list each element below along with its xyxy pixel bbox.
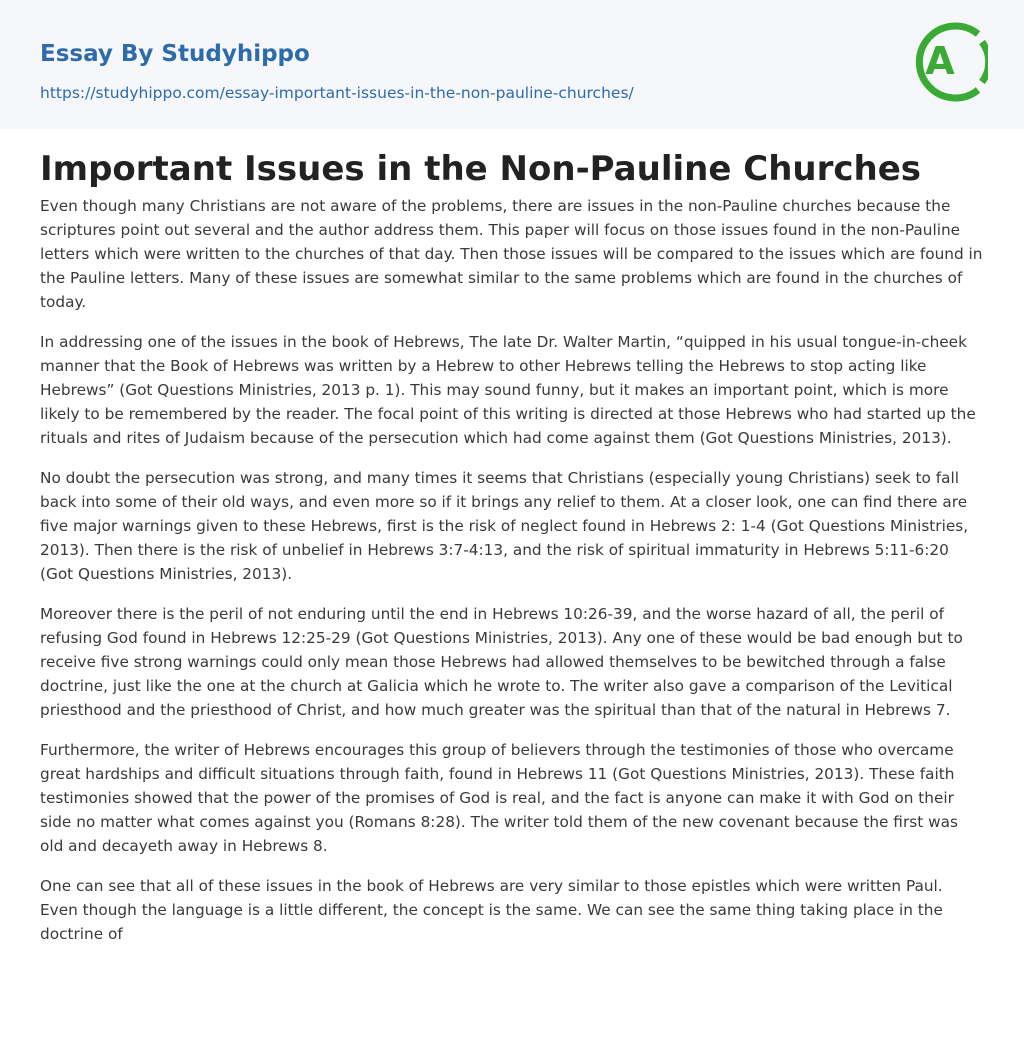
article-body <box>40 194 984 962</box>
essay-url-link[interactable]: https://studyhippo.com/essay-important-issues-in-the-non-pauline-churches/ <box>40 84 634 102</box>
paragraph: Even though many Christians are not aware of the problems, there are issues in the non-Pauline churches because the scriptures point out several and the author address them. This paper will focus on those issues found in the non-Pauline letters which were written to the churches of that day. Then those issues will be compared to the issues which are found in the Pauline letters. Many of these issues are somewhat similar to the same problems which are found in the churches of today. <box>40 197 983 311</box>
paragraph: No doubt the persecution was strong, and many times it seems that Christians (especially young Christians) seek to fall back into some of their old ways, and even more so if it brings any relief to them. At a closer look, one can find there are five major warnings given to these Hebrews, first is the risk of neglect found in Hebrews 2: 1-4 (Got Questions Ministries, 2013). Then there is the risk of unbelief in Hebrews 3:7-4:13, and the risk of spiritual immaturity in Hebrews 5:11-6:20 (Got Questions Ministries, 2013). <box>40 469 969 583</box>
paragraph: One can see that all of these issues in the book of Hebrews are very similar to those epistles which were written Paul. Even though the language is a little different, the concept is the same. We can see the same thing taking place in the doctrine of <box>40 877 943 943</box>
studyhippo-logo-icon[interactable] <box>912 18 988 106</box>
paragraph: In addressing one of the issues in the book of Hebrews, The late Dr. Walter Martin, “quipped in his usual tongue-in-cheek manner that the Book of Hebrews was written by a Hebrew to other Hebrews telling the Hebrews to stop acting like Hebrews” (Got Questions Ministries, 2013 p. 1). This may sound funny, but it makes an important point, which is more likely to be remembered by the reader. The focal point of this writing is directed at those Hebrews who had started up the rituals and rites of Judaism because of the persecution which had come against them (Got Questions Ministries, 2013). <box>40 333 976 447</box>
paragraph: Moreover there is the peril of not enduring until the end in Hebrews 10:26-39, and the worse hazard of all, the peril of refusing God found in Hebrews 12:25-29 (Got Questions Ministries, 2013). Any one of these would be bad enough but to receive five strong warnings could only mean those Hebrews had allowed themselves to be bewitched through a false doctrine, just like the one at the church at Galicia which he wrote to. The writer also gave a comparison of the Levitical priesthood and the priesthood of Christ, and how much greater was the spiritual than that of the natural in Hebrews 7. <box>40 605 963 719</box>
page-title: Important Issues in the Non-Pauline Churches <box>40 149 922 189</box>
logo-letter: A <box>925 39 955 83</box>
site-brand[interactable]: Essay By Studyhippo <box>40 41 310 67</box>
paragraph: Furthermore, the writer of Hebrews encourages this group of believers through the testimonies of those who overcame great hardships and difficult situations through faith, found in Hebrews 11 (Got Questions Ministries, 2013). These faith testimonies showed that the power of the promises of God is real, and the fact is anyone can make it with God on their side no matter what comes against you (Romans 8:28). The writer told them of the new covenant because the first was old and decayeth away in Hebrews 8. <box>40 741 958 855</box>
